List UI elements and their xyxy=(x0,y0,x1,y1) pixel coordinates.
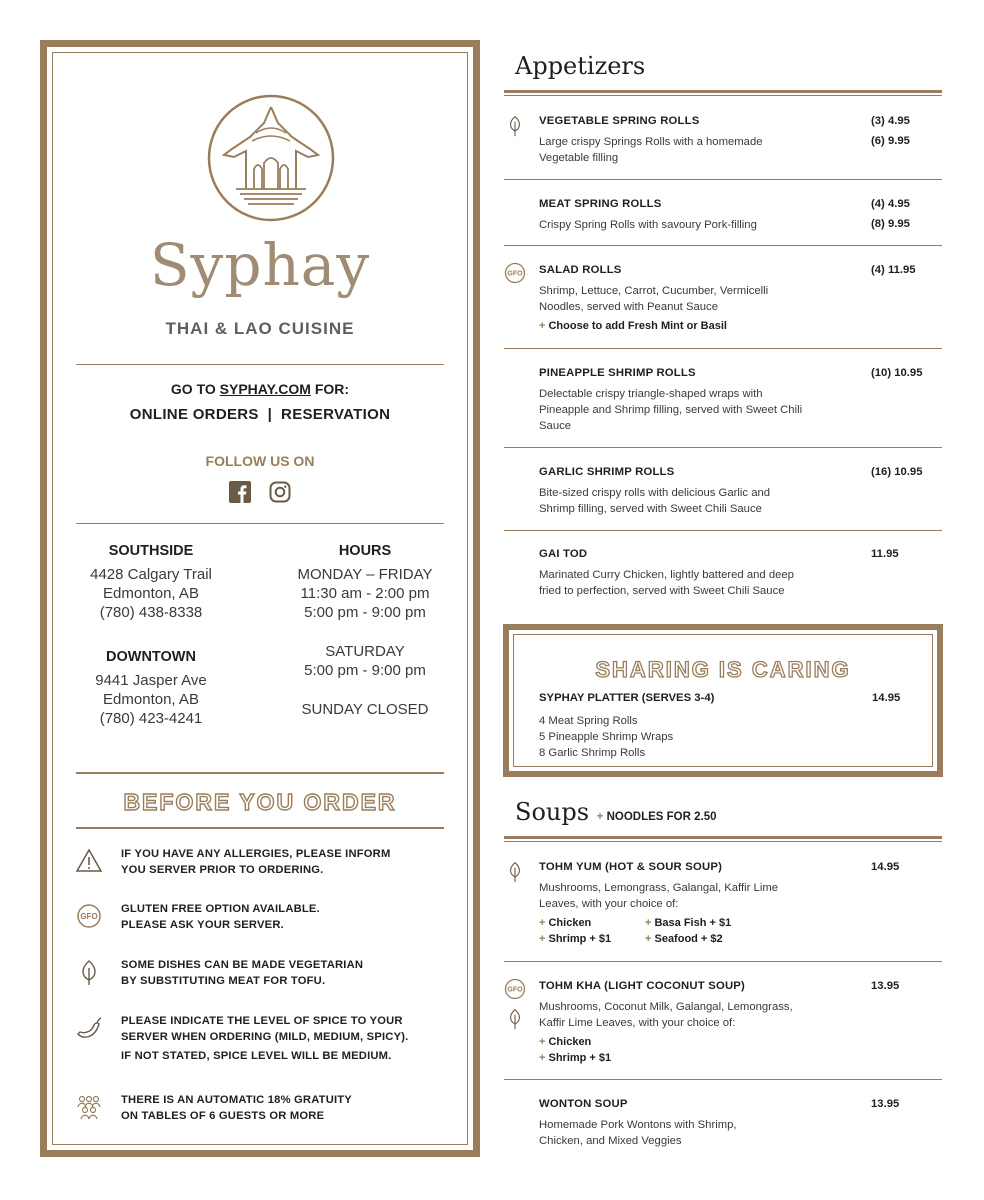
platter-price: 14.95 xyxy=(872,692,901,704)
item-name: PINEAPPLE SHRIMP ROLLS xyxy=(539,367,696,379)
gratuity-note xyxy=(75,1093,457,1124)
section-rule xyxy=(504,836,942,839)
platter-line: 8 Garlic Shrimp Rolls xyxy=(539,747,646,759)
item-price: (16) 10.95 xyxy=(871,466,923,478)
item-name: GAI TOD xyxy=(539,548,588,560)
location-downtown xyxy=(61,649,241,728)
item-divider xyxy=(504,961,942,962)
social-links xyxy=(53,481,467,503)
svg-text:GFO: GFO xyxy=(507,270,523,278)
item-price: 13.95 xyxy=(871,980,900,992)
item-name: TOHM KHA (LIGHT COCONUT SOUP) xyxy=(539,980,745,992)
item-name: VEGETABLE SPRING ROLLS xyxy=(539,115,700,127)
note-line: ON TABLES OF 6 GUESTS OR MORE xyxy=(121,1109,325,1122)
item-name: SALAD ROLLS xyxy=(539,264,622,276)
weekday-label: MONDAY – FRIDAY xyxy=(297,566,433,583)
divider xyxy=(76,827,444,829)
facebook-icon[interactable] xyxy=(229,481,251,503)
brand-subtitle: THAI & LAO CUISINE xyxy=(165,319,355,338)
item-option: + Chicken xyxy=(539,917,592,929)
city-line: Edmonton, AB xyxy=(103,691,199,708)
hours-title: HOURS xyxy=(338,543,392,559)
item-option: + Shrimp + $1 xyxy=(539,1052,612,1064)
leaf-icon xyxy=(504,861,526,883)
allergy-note xyxy=(75,847,457,878)
chili-icon xyxy=(75,1014,103,1042)
note-line: YOU SERVER PRIOR TO ORDERING. xyxy=(121,863,324,876)
item-divider xyxy=(504,245,942,246)
item-desc-line: Crispy Spring Rolls with savoury Pork-filling xyxy=(539,219,757,231)
note-line: THERE IS AN AUTOMATIC 18% GRATUITY xyxy=(121,1094,352,1106)
item-price: (8) 9.95 xyxy=(871,218,910,230)
menu-item xyxy=(504,198,942,238)
website-link[interactable]: SYPHAY.COM xyxy=(219,381,311,397)
item-price: (3) 4.95 xyxy=(871,115,910,127)
menu-item xyxy=(504,1098,942,1153)
platter-line: 5 Pineapple Shrimp Wraps xyxy=(539,731,674,743)
item-name: TOHM YUM (HOT & SOUR SOUP) xyxy=(539,861,723,873)
option-text: Shrimp + $1 xyxy=(548,933,612,945)
item-desc-line: Mushrooms, Coconut Milk, Galangal, Lemongrass, xyxy=(539,1001,793,1013)
gfo-icon xyxy=(75,902,103,930)
option-text: Chicken xyxy=(548,917,592,929)
menu-item xyxy=(504,367,942,437)
location-southside xyxy=(61,543,241,622)
soups-title-text: Soups xyxy=(515,798,590,826)
divider xyxy=(76,772,444,774)
appetizers-title: Appetizers xyxy=(515,52,646,80)
warning-icon xyxy=(75,847,103,875)
note-line: IF YOU HAVE ANY ALLERGIES, PLEASE INFORM xyxy=(121,848,391,860)
section-rule xyxy=(504,90,942,93)
item-price: (10) 10.95 xyxy=(871,367,923,379)
leaf-icon xyxy=(504,115,526,137)
info-panel-inner xyxy=(52,52,468,1145)
sharing-box xyxy=(503,624,943,777)
option-text: Basa Fish + $1 xyxy=(654,917,732,929)
item-option: + Basa Fish + $1 xyxy=(645,917,732,929)
item-options xyxy=(539,1034,611,1066)
saturday-hours: 5:00 pm - 9:00 pm xyxy=(304,662,426,679)
item-name: GARLIC SHRIMP ROLLS xyxy=(539,466,675,478)
item-price: (4) 11.95 xyxy=(871,264,916,276)
services-line: ONLINE ORDERS | RESERVATION xyxy=(129,406,391,423)
sunday-closed: SUNDAY CLOSED xyxy=(301,701,429,718)
saturday-label: SATURDAY xyxy=(325,643,405,660)
gfo-icon xyxy=(504,978,526,1000)
brand-name: Syphay xyxy=(149,231,371,299)
item-divider xyxy=(504,1079,942,1080)
item-desc-line: Delectable crispy triangle-shaped wraps with xyxy=(539,388,763,400)
gluten-free-note xyxy=(75,902,457,933)
address-line: 4428 Calgary Trail xyxy=(90,566,212,583)
item-desc-line: Leaves, with your choice of: xyxy=(539,898,679,910)
platter-line: 4 Meat Spring Rolls xyxy=(539,715,638,727)
weekday-lunch: 11:30 am - 2:00 pm xyxy=(300,585,430,602)
section-rule xyxy=(504,841,942,842)
item-option: + Chicken xyxy=(539,1036,592,1048)
address-line: 9441 Jasper Ave xyxy=(95,672,207,689)
weekday-dinner: 5:00 pm - 9:00 pm xyxy=(304,604,426,621)
soups-extra: + NOODLES FOR 2.50 xyxy=(596,811,717,823)
location-name: DOWNTOWN xyxy=(106,649,196,665)
item-price: 14.95 xyxy=(871,861,900,873)
item-desc-line: Marinated Curry Chicken, lightly battered and deep xyxy=(539,569,794,581)
location-name: SOUTHSIDE xyxy=(108,543,194,559)
menu-item xyxy=(504,466,942,521)
item-name: WONTON SOUP xyxy=(539,1098,628,1110)
leaf-icon xyxy=(75,958,103,986)
sharing-box-inner xyxy=(513,634,933,767)
menu-item xyxy=(504,115,942,170)
item-options xyxy=(539,915,765,947)
item-desc-line: Kaffir Lime Leaves, with your choice of: xyxy=(539,1017,736,1029)
item-desc-line: Chicken, and Mixed Veggies xyxy=(539,1135,682,1147)
phone-number[interactable]: (780) 423-4241 xyxy=(99,710,203,727)
before-you-order-title: BEFORE YOU ORDER xyxy=(123,789,397,815)
item-desc-line: Shrimp, Lettuce, Carrot, Cucumber, Vermicelli xyxy=(539,285,769,297)
website-line xyxy=(53,381,467,397)
gfo-icon xyxy=(504,262,526,284)
sharing-title: SHARING IS CARING xyxy=(595,657,851,682)
option-text: Shrimp + $1 xyxy=(548,1052,612,1064)
soups-extra-text: NOODLES FOR 2.50 xyxy=(606,811,717,823)
leaf-icon xyxy=(504,1008,526,1030)
item-divider xyxy=(504,447,942,448)
item-price: 11.95 xyxy=(871,548,899,560)
item-price: (4) 4.95 xyxy=(871,198,910,210)
instagram-icon[interactable] xyxy=(269,481,291,503)
item-price: (6) 9.95 xyxy=(871,135,910,147)
spice-note xyxy=(75,1014,457,1065)
menu-item xyxy=(504,548,942,603)
menu-item xyxy=(504,980,942,1070)
item-option: + Seafood + $2 xyxy=(645,933,723,945)
hours-block xyxy=(275,543,455,719)
item-desc-line: Pineapple and Shrimp filling, served with Sweet Chili xyxy=(539,404,803,416)
follow-label: FOLLOW US ON xyxy=(205,453,315,469)
note-line: BY SUBSTITUTING MEAT FOR TOFU. xyxy=(121,974,326,987)
item-divider xyxy=(504,179,942,180)
option-text: Choose to add Fresh Mint or Basil xyxy=(548,320,727,332)
platter-contents xyxy=(539,713,673,761)
section-rule xyxy=(504,95,942,96)
phone-number[interactable]: (780) 438-8338 xyxy=(99,604,203,621)
item-desc-line: Homemade Pork Wontons with Shrimp, xyxy=(539,1119,737,1131)
option-text: Chicken xyxy=(548,1036,592,1048)
note-line: PLEASE INDICATE THE LEVEL OF SPICE TO YOUR xyxy=(121,1015,403,1027)
soups-title xyxy=(515,798,717,826)
menu-item xyxy=(504,264,942,339)
option-text: Seafood + $2 xyxy=(654,933,723,945)
item-desc-line: Large crispy Springs Rolls with a homemade xyxy=(539,136,763,148)
divider xyxy=(76,364,444,365)
platter-name: SYPHAY PLATTER (SERVES 3-4) xyxy=(539,692,715,704)
note-line: SERVER WHEN ORDERING (MILD, MEDIUM, SPICY). xyxy=(121,1030,409,1043)
item-divider xyxy=(504,530,942,531)
item-price: 13.95 xyxy=(871,1098,900,1110)
website-suffix: FOR: xyxy=(310,381,350,397)
svg-text:GFO: GFO xyxy=(507,986,523,994)
item-desc-line: Vegetable filling xyxy=(539,152,619,164)
item-name: MEAT SPRING ROLLS xyxy=(539,198,662,210)
note-line: SOME DISHES CAN BE MADE VEGETARIAN xyxy=(121,959,364,971)
item-option: + Choose to add Fresh Mint or Basil xyxy=(539,320,727,332)
svg-text:GFO: GFO xyxy=(80,912,98,921)
item-desc-line: fried to perfection, served with Sweet Chili Sauce xyxy=(539,585,785,597)
item-desc-line: Mushrooms, Lemongrass, Galangal, Kaffir Lime xyxy=(539,882,779,894)
group-icon xyxy=(75,1093,103,1121)
temple-logo-icon xyxy=(206,93,336,223)
item-desc-line: Noodles, served with Peanut Sauce xyxy=(539,301,718,313)
item-desc-line: Bite-sized crispy rolls with delicious Garlic and xyxy=(539,487,771,499)
item-desc-line: Shrimp filling, served with Sweet Chili Sauce xyxy=(539,503,762,515)
note-line: IF NOT STATED, SPICE LEVEL WILL BE MEDIUM. xyxy=(121,1050,392,1062)
divider xyxy=(76,523,444,524)
vegetarian-note xyxy=(75,958,457,989)
note-line: PLEASE ASK YOUR SERVER. xyxy=(121,918,284,931)
website-prefix: GO TO xyxy=(170,381,220,397)
city-line: Edmonton, AB xyxy=(103,585,199,602)
note-line: GLUTEN FREE OPTION AVAILABLE. xyxy=(121,903,320,915)
menu-item xyxy=(504,861,942,951)
item-option: + Shrimp + $1 xyxy=(539,933,612,945)
info-panel xyxy=(40,40,480,1157)
item-desc-line: Sauce xyxy=(539,420,572,432)
item-divider xyxy=(504,348,942,349)
